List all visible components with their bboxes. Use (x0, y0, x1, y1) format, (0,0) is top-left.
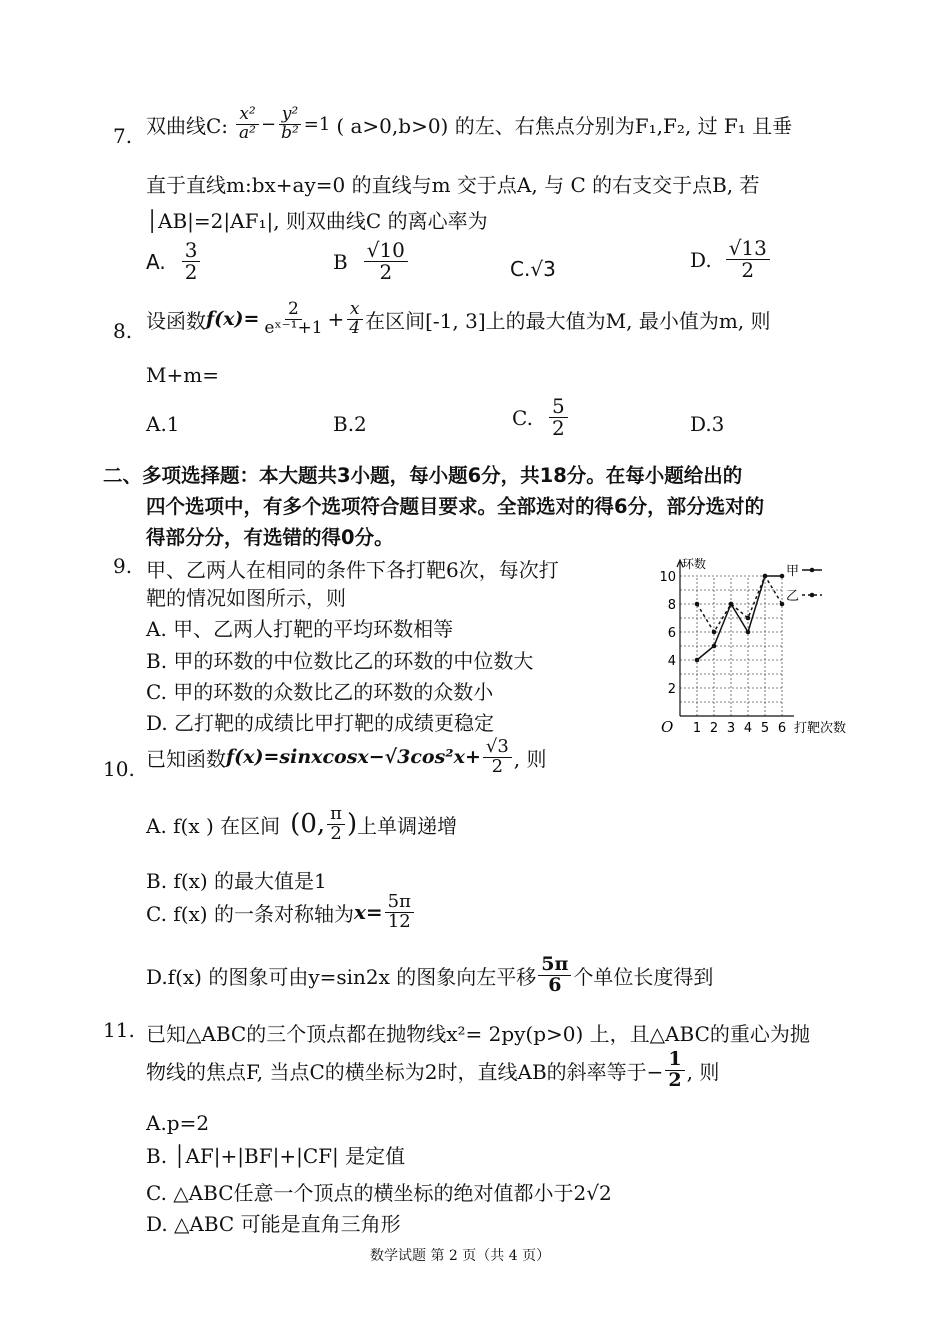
legend-marker (810, 568, 815, 573)
question-text: 直于直线m:bx+ay=0 的直线与m 交于点A, 与 C 的右支交于点B, 若 (146, 173, 760, 197)
function-label: f(x)=sinxcosx−√3cos²x+ (226, 746, 481, 769)
chart-grid (680, 576, 782, 716)
data-point (695, 658, 700, 663)
fraction: $\frac{√10}{2}$ (364, 240, 408, 283)
y-tick-label: 2 (667, 682, 676, 697)
legend-label: 乙 (786, 589, 800, 604)
question-text: 靶的情况如图所示，则 (146, 586, 346, 610)
question-line (146, 1050, 719, 1091)
fraction: $\frac{5}{2}$ (549, 396, 568, 439)
x-tick-label: 6 (777, 721, 787, 736)
section-text: 四个选项中，有多个选项符合题目要求。全部选对的得6分，部分选对的 (146, 495, 765, 518)
y-axis-label: 环数 (682, 557, 707, 571)
data-point (712, 644, 717, 649)
question-line (146, 738, 547, 777)
option-d[interactable]: D. △ABC 可能是直角三角形 (146, 1212, 401, 1236)
question-text: ( a>0,b>0) 的左、右焦点分别为F₁,F₂, 过 F₁ 且垂 (336, 113, 793, 138)
question-text: 已知△ABC的三个顶点都在抛物线x²= 2py(p>0) 上，且△ABC的重心为抛 (146, 1022, 810, 1046)
question-line: 双曲线C: $\frac{\text{x²}}{\text{a²}}$ − $\frac{\text{y²}}{\text{b²}}$ =1 ( a>0,b>0) 的左、右焦点分别为F₁,F₂, 过 F₁ 且垂 (146, 104, 793, 143)
question-text: │AB|=2|AF₁|, 则双曲线C 的离心率为 (146, 209, 488, 233)
x-tick-label: 5 (760, 721, 770, 736)
function-label: f(x)= (206, 308, 260, 331)
fraction: $\frac{3}{2}$ (182, 240, 201, 283)
question-text: 设函数 (146, 308, 206, 333)
fraction: $\frac{x}{4}$ (346, 301, 363, 338)
option-c[interactable]: C. $\frac{5}{2}$ (512, 396, 570, 439)
option-b[interactable]: B.2 (333, 412, 367, 436)
fraction: $\frac{2}{\text{eˣ⁻¹+1}}$ (264, 299, 323, 338)
fraction: $\frac{\pi}{2}$ (327, 805, 345, 844)
option-b[interactable]: B $\frac{√10}{2}$ (333, 240, 410, 283)
option-c[interactable]: C. f(x) 的一条对称轴为 x= $\frac{5\pi}{12}$ (146, 893, 416, 932)
legend-marker (810, 593, 815, 598)
option-a[interactable]: A. 甲、乙两人打靶的平均环数相等 (146, 617, 454, 641)
fraction: $\frac{\text{x²}}{\text{a²}}$ (236, 106, 259, 143)
origin-label: O (661, 718, 674, 736)
option-d[interactable]: D. 乙打靶的成绩比甲打靶的成绩更稳定 (146, 711, 495, 735)
x-axis-label: 打靶次数 (794, 721, 847, 736)
y-tick-label: 10 (659, 570, 676, 585)
y-tick-label: 6 (667, 626, 676, 641)
option-b[interactable]: B. f(x) 的最大值是1 (146, 869, 327, 893)
option-a[interactable]: A.p=2 (146, 1111, 210, 1135)
data-point (780, 574, 785, 579)
option-d[interactable]: D.f(x) 的图象可由y=sin2x 的图象向左平移 $\frac{5\pi}{6}$ 个单位长度得到 (146, 953, 714, 996)
data-point (695, 602, 700, 607)
option-b[interactable]: B. │AF|+|BF|+|CF| 是定值 (146, 1144, 406, 1168)
question-line: 设函数 f(x)= $\frac{2}{\text{eˣ⁻¹+1}}$ + $\frac{x}{4}$ 在区间[-1, 3]上的最大值为M, 最小值为m, 则 (146, 299, 771, 338)
section-title: 二、多项选择题：本大题共3小题，每小题6分，共18分。在每小题给出的 (103, 464, 743, 487)
equation-rhs: =1 (303, 113, 331, 135)
option-d[interactable]: D.3 (690, 412, 725, 436)
x-tick-label: 2 (709, 721, 719, 736)
option-d[interactable]: D. $\frac{√13}{2}$ (690, 238, 772, 281)
question-text: M+m= (146, 363, 219, 387)
option-a[interactable]: A. f(x ) 在区间 (0, $\frac{\pi}{2}$ ) 上单调递增 (146, 803, 458, 844)
data-point (780, 602, 785, 607)
y-tick-label: 8 (667, 598, 676, 613)
x-tick-label: 1 (692, 721, 702, 736)
question-text: 物线的焦点F, 当点C的横坐标为2时，直线AB的斜率等于− (146, 1059, 664, 1084)
y-tick-label: 4 (667, 654, 676, 669)
question-number: 9. (113, 554, 133, 578)
data-point (763, 574, 768, 579)
fraction: $\frac{5\pi}{6}$ (538, 955, 571, 996)
data-point (746, 616, 751, 621)
question-number: 11. (103, 1018, 135, 1042)
option-a[interactable]: A.1 (146, 412, 180, 436)
data-point (712, 630, 717, 635)
question-number: 10. (103, 757, 135, 781)
question-number: 7. (113, 124, 133, 148)
fraction: $\frac{√13}{2}$ (726, 238, 770, 281)
option-c[interactable]: C. 甲的环数的众数比乙的环数的众数小 (146, 680, 494, 704)
option-c[interactable]: C.√3 (510, 257, 556, 281)
question-text: 甲、乙两人在相同的条件下各打靶6次，每次打 (146, 558, 559, 582)
fraction: $\frac{√3}{2}$ (483, 738, 512, 777)
question-number: 8. (113, 319, 133, 343)
fraction: $\frac{1}{2}$ (665, 1050, 684, 1091)
legend-label: 甲 (786, 564, 800, 579)
x-tick-label: 4 (743, 721, 753, 736)
line-chart (640, 548, 850, 743)
fraction: $\frac{\text{y²}}{\text{b²}}$ (278, 106, 302, 143)
question-text: 在区间[-1, 3]上的最大值为M, 最小值为m, 则 (365, 308, 771, 333)
question-text: 已知函数 (146, 746, 226, 771)
fraction: $\frac{5\pi}{12}$ (385, 893, 414, 932)
chart-axes (677, 560, 794, 716)
question-text: , 则 (686, 1059, 720, 1084)
page-footer: 数学试题 第 2 页（共 4 页） (370, 1248, 551, 1264)
data-point (729, 602, 734, 607)
data-point (746, 630, 751, 635)
question-text: , 则 (513, 746, 547, 771)
option-b[interactable]: B. 甲的环数的中位数比乙的环数的中位数大 (146, 649, 534, 673)
question-text: 双曲线C: (146, 113, 229, 138)
x-tick-label: 3 (726, 721, 736, 736)
option-c[interactable]: C. △ABC任意一个顶点的横坐标的绝对值都小于2√2 (146, 1181, 612, 1205)
option-a[interactable]: A. $\frac{3}{2}$ (146, 240, 202, 283)
section-text: 得部分分，有选错的得0分。 (146, 526, 394, 549)
